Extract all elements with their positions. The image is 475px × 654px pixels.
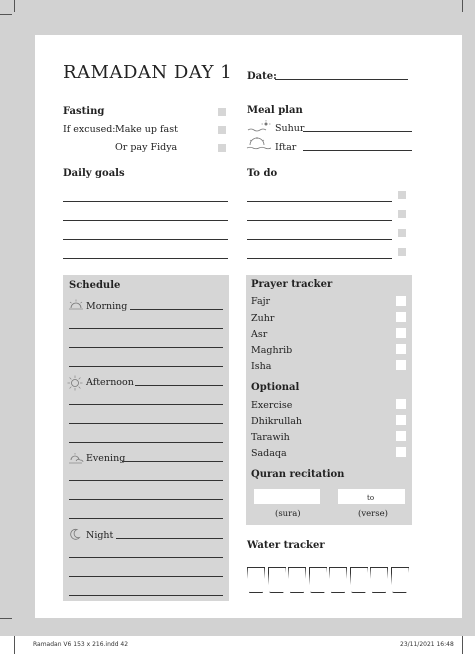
- water-cup[interactable]: [391, 567, 409, 593]
- goal-line[interactable]: [63, 201, 228, 202]
- water-cup-rim: [391, 567, 409, 568]
- schedule-line[interactable]: [69, 347, 223, 348]
- meal-plan-heading: Meal plan: [247, 105, 303, 116]
- todo-line[interactable]: [247, 258, 392, 259]
- water-cup[interactable]: [288, 567, 306, 593]
- optional-checkbox[interactable]: [396, 447, 406, 457]
- schedule-line[interactable]: [69, 557, 223, 558]
- iftar-label: Iftar: [275, 142, 297, 153]
- schedule-line[interactable]: [69, 423, 223, 424]
- water-cup-rim: [370, 567, 388, 568]
- goal-line[interactable]: [63, 239, 228, 240]
- prayer-checkbox[interactable]: [396, 296, 406, 306]
- footer-file-info: Ramadan V6 153 x 216.indd 42: [33, 641, 129, 648]
- todo-checkbox[interactable]: [398, 248, 406, 256]
- suhur-field[interactable]: [303, 131, 412, 132]
- water-cup[interactable]: [309, 567, 327, 593]
- iftar-field[interactable]: [303, 150, 412, 151]
- crop-mark: [14, 636, 15, 654]
- prayer-checkbox[interactable]: [396, 328, 406, 338]
- sura-input[interactable]: [254, 489, 320, 504]
- date-label: Date:: [247, 71, 277, 82]
- schedule-line[interactable]: [69, 442, 223, 443]
- schedule-line[interactable]: [69, 328, 223, 329]
- water-cup-rim: [288, 567, 306, 568]
- prayer-label: Asr: [251, 329, 268, 340]
- water-cup[interactable]: [350, 567, 368, 593]
- schedule-heading: Schedule: [69, 280, 121, 291]
- schedule-line[interactable]: [69, 404, 223, 405]
- optional-checkbox[interactable]: [396, 431, 406, 441]
- date-field[interactable]: [275, 79, 408, 80]
- todo-heading: To do: [247, 168, 278, 179]
- morning-label: Morning: [86, 301, 128, 312]
- optional-label: Dhikrullah: [251, 416, 303, 427]
- goal-line[interactable]: [63, 220, 228, 221]
- water-cup[interactable]: [268, 567, 286, 593]
- night-label: Night: [86, 530, 114, 541]
- optional-label: Exercise: [251, 400, 293, 411]
- afternoon-line[interactable]: [135, 385, 223, 386]
- makeup-checkbox[interactable]: [218, 126, 226, 134]
- prayer-checkbox[interactable]: [396, 312, 406, 322]
- water-cup[interactable]: [370, 567, 388, 593]
- water-cup-rim: [329, 567, 347, 568]
- sunrise-icon: [246, 120, 272, 132]
- prayer-tracker-heading: Prayer tracker: [251, 279, 333, 290]
- night-line[interactable]: [116, 538, 223, 539]
- water-tracker-heading: Water tracker: [247, 540, 325, 551]
- optional-label: Sadaqa: [251, 448, 287, 459]
- optional-checkbox[interactable]: [396, 399, 406, 409]
- page-border-right: [462, 0, 475, 636]
- sunrise-icon: [68, 299, 84, 311]
- evening-label: Evening: [86, 453, 126, 464]
- daily-goals-heading: Daily goals: [63, 168, 125, 179]
- afternoon-label: Afternoon: [86, 377, 134, 388]
- page-border-left: [0, 0, 35, 618]
- schedule-line[interactable]: [69, 595, 223, 596]
- moon-icon: [69, 528, 81, 540]
- schedule-line[interactable]: [69, 518, 223, 519]
- schedule-line[interactable]: [69, 480, 223, 481]
- crop-mark: [462, 0, 463, 12]
- water-cup-rim: [350, 567, 368, 568]
- footer-timestamp: 23/11/2021 16:48: [400, 641, 454, 648]
- schedule-line[interactable]: [69, 499, 223, 500]
- prayer-checkbox[interactable]: [396, 344, 406, 354]
- water-cup[interactable]: [247, 567, 265, 593]
- fasting-heading: Fasting: [63, 106, 105, 117]
- page-border-bottom: [0, 618, 475, 636]
- makeup-label: Make up fast: [115, 124, 178, 135]
- page-title: RAMADAN DAY 1: [63, 62, 233, 83]
- water-cup[interactable]: [329, 567, 347, 593]
- optional-label: Tarawih: [251, 432, 290, 443]
- prayer-checkbox[interactable]: [396, 360, 406, 370]
- fidya-label: Or pay Fidya: [115, 142, 178, 153]
- fidya-checkbox[interactable]: [218, 144, 226, 152]
- crop-mark: [0, 14, 12, 15]
- schedule-line[interactable]: [69, 366, 223, 367]
- crop-mark: [462, 636, 463, 654]
- cloud-sun-icon: [67, 452, 85, 464]
- evening-line[interactable]: [122, 461, 223, 462]
- sura-label: (sura): [275, 509, 301, 519]
- todo-checkbox[interactable]: [398, 210, 406, 218]
- sun-icon: [67, 375, 83, 391]
- prayer-label: Maghrib: [251, 345, 293, 356]
- sunset-icon: [246, 137, 272, 151]
- crop-mark: [0, 618, 12, 619]
- to-label: to: [367, 494, 375, 502]
- optional-checkbox[interactable]: [396, 415, 406, 425]
- water-cup-rim: [309, 567, 327, 568]
- morning-line[interactable]: [130, 309, 223, 310]
- page-border-top: [0, 0, 475, 35]
- todo-line[interactable]: [247, 201, 392, 202]
- verse-label: (verse): [358, 509, 388, 519]
- water-cup-rim: [247, 567, 265, 568]
- suhur-label: Suhur: [275, 123, 305, 134]
- prayer-label: Isha: [251, 361, 272, 372]
- optional-heading: Optional: [251, 382, 300, 393]
- crop-mark: [14, 0, 15, 12]
- excused-label: If excused:: [63, 124, 116, 135]
- todo-line[interactable]: [247, 239, 392, 240]
- prayer-label: Zuhr: [251, 313, 275, 324]
- prayer-label: Fajr: [251, 296, 271, 307]
- quran-heading: Quran recitation: [251, 469, 345, 480]
- water-cup-rim: [268, 567, 286, 568]
- goal-line[interactable]: [63, 258, 228, 259]
- todo-line[interactable]: [247, 220, 392, 221]
- fasting-checkbox[interactable]: [218, 108, 226, 116]
- schedule-panel: [63, 275, 229, 601]
- todo-checkbox[interactable]: [398, 191, 406, 199]
- schedule-line[interactable]: [69, 576, 223, 577]
- todo-checkbox[interactable]: [398, 229, 406, 237]
